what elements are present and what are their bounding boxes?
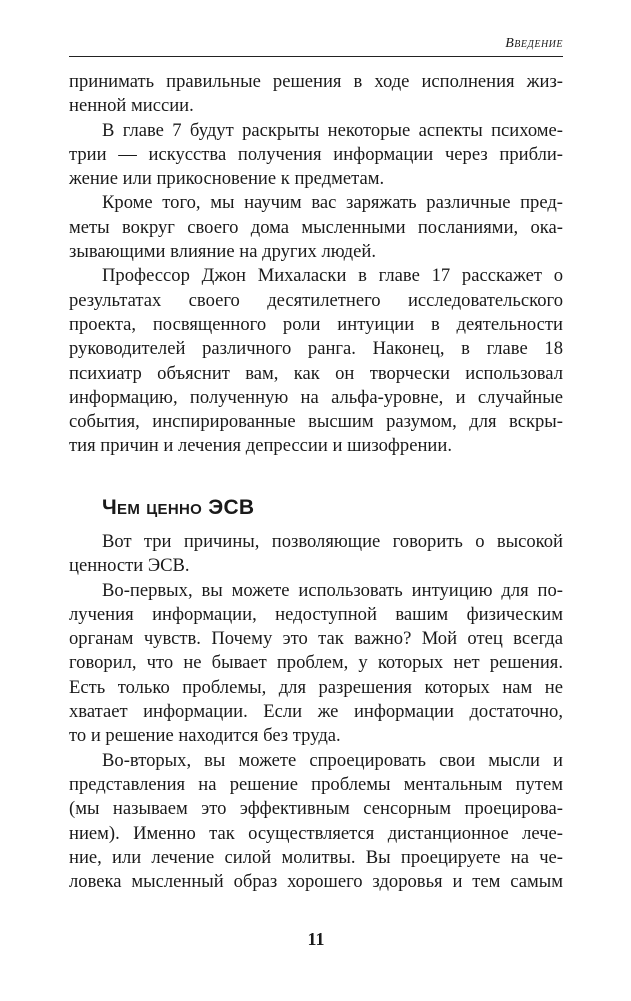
running-header (69, 34, 563, 57)
text-line: информацию, полученную на альфа-уровне, и случайные (69, 386, 563, 408)
text-line: ненной миссии. (69, 95, 194, 117)
text-line: результатах своего десятилетнего исследовательского (69, 289, 563, 311)
text-line: Вот три причины, позволяющие говорить о высокой (102, 531, 563, 552)
text-line: психиатр объяснит вам, как он творчески использовал (69, 362, 563, 384)
text-line: меты вокруг своего дома мысленными посланиями, ока- (69, 216, 563, 238)
text-line: трии — искусства получения информации через прибли- (69, 143, 563, 165)
text-line: хватает информации. Если же информации достаточно, (69, 701, 563, 723)
text-line: Во-первых, вы можете использовать интуицию для по- (102, 579, 563, 601)
text-line: жение или прикосновение к предметам. (69, 168, 385, 190)
text-line: ние, или лечение силой молитвы. Вы проецируете на че- (69, 846, 563, 868)
text-block-intro (69, 70, 563, 459)
text-line: Кроме того, мы научим вас заряжать различные пред- (102, 192, 563, 214)
text-line: тия причин и лечения депрессии и шизофрении. (69, 435, 452, 457)
text-line: проекта, посвященного роли интуиции в деятельности (69, 313, 563, 335)
text-line: то и решение находится без труда. (69, 725, 341, 747)
text-line: лучения информации, недоступной вашим физическим (69, 603, 563, 625)
text-line: нием). Именно так осуществляется дистанционное лече- (69, 822, 563, 844)
book-page (69, 0, 563, 1001)
section-heading: Чем ценно ЭСВ (102, 496, 255, 519)
text-line: ловека мысленный образ хорошего здоровья и тем самым (69, 871, 563, 893)
text-line: органам чувств. Почему это так важно? Мой отец всегда (69, 628, 563, 650)
text-line: ценности ЭСВ. (69, 555, 190, 577)
text-line: Во-вторых, вы можете спроецировать свои мысли и (102, 749, 563, 771)
text-line: события, инспирированные высшим разумом, для вскры- (69, 411, 563, 433)
text-line: руководителей различного ранга. Наконец, в главе 18 (69, 338, 563, 360)
text-line: говорил, что не бывает проблем, у которых нет решения. (69, 652, 563, 674)
text-line: зывающими влияние на других людей. (69, 241, 376, 263)
text-line: Есть только проблемы, для разрешения которых нам не (69, 676, 563, 698)
text-block-esp (69, 530, 563, 894)
text-line: Профессор Джон Михаласки в главе 17 расскажет о (102, 265, 563, 287)
page-number: 11 (307, 929, 325, 949)
running-title: Введение (505, 36, 563, 51)
text-line: представления на решение проблемы ментальным путем (69, 773, 563, 795)
text-line: В главе 7 будут раскрыты некоторые аспекты психоме- (102, 119, 563, 141)
text-line: (мы называем это эффективным сенсорным проецирова- (69, 798, 563, 820)
text-line: принимать правильные решения в ходе исполнения жиз- (69, 71, 563, 92)
